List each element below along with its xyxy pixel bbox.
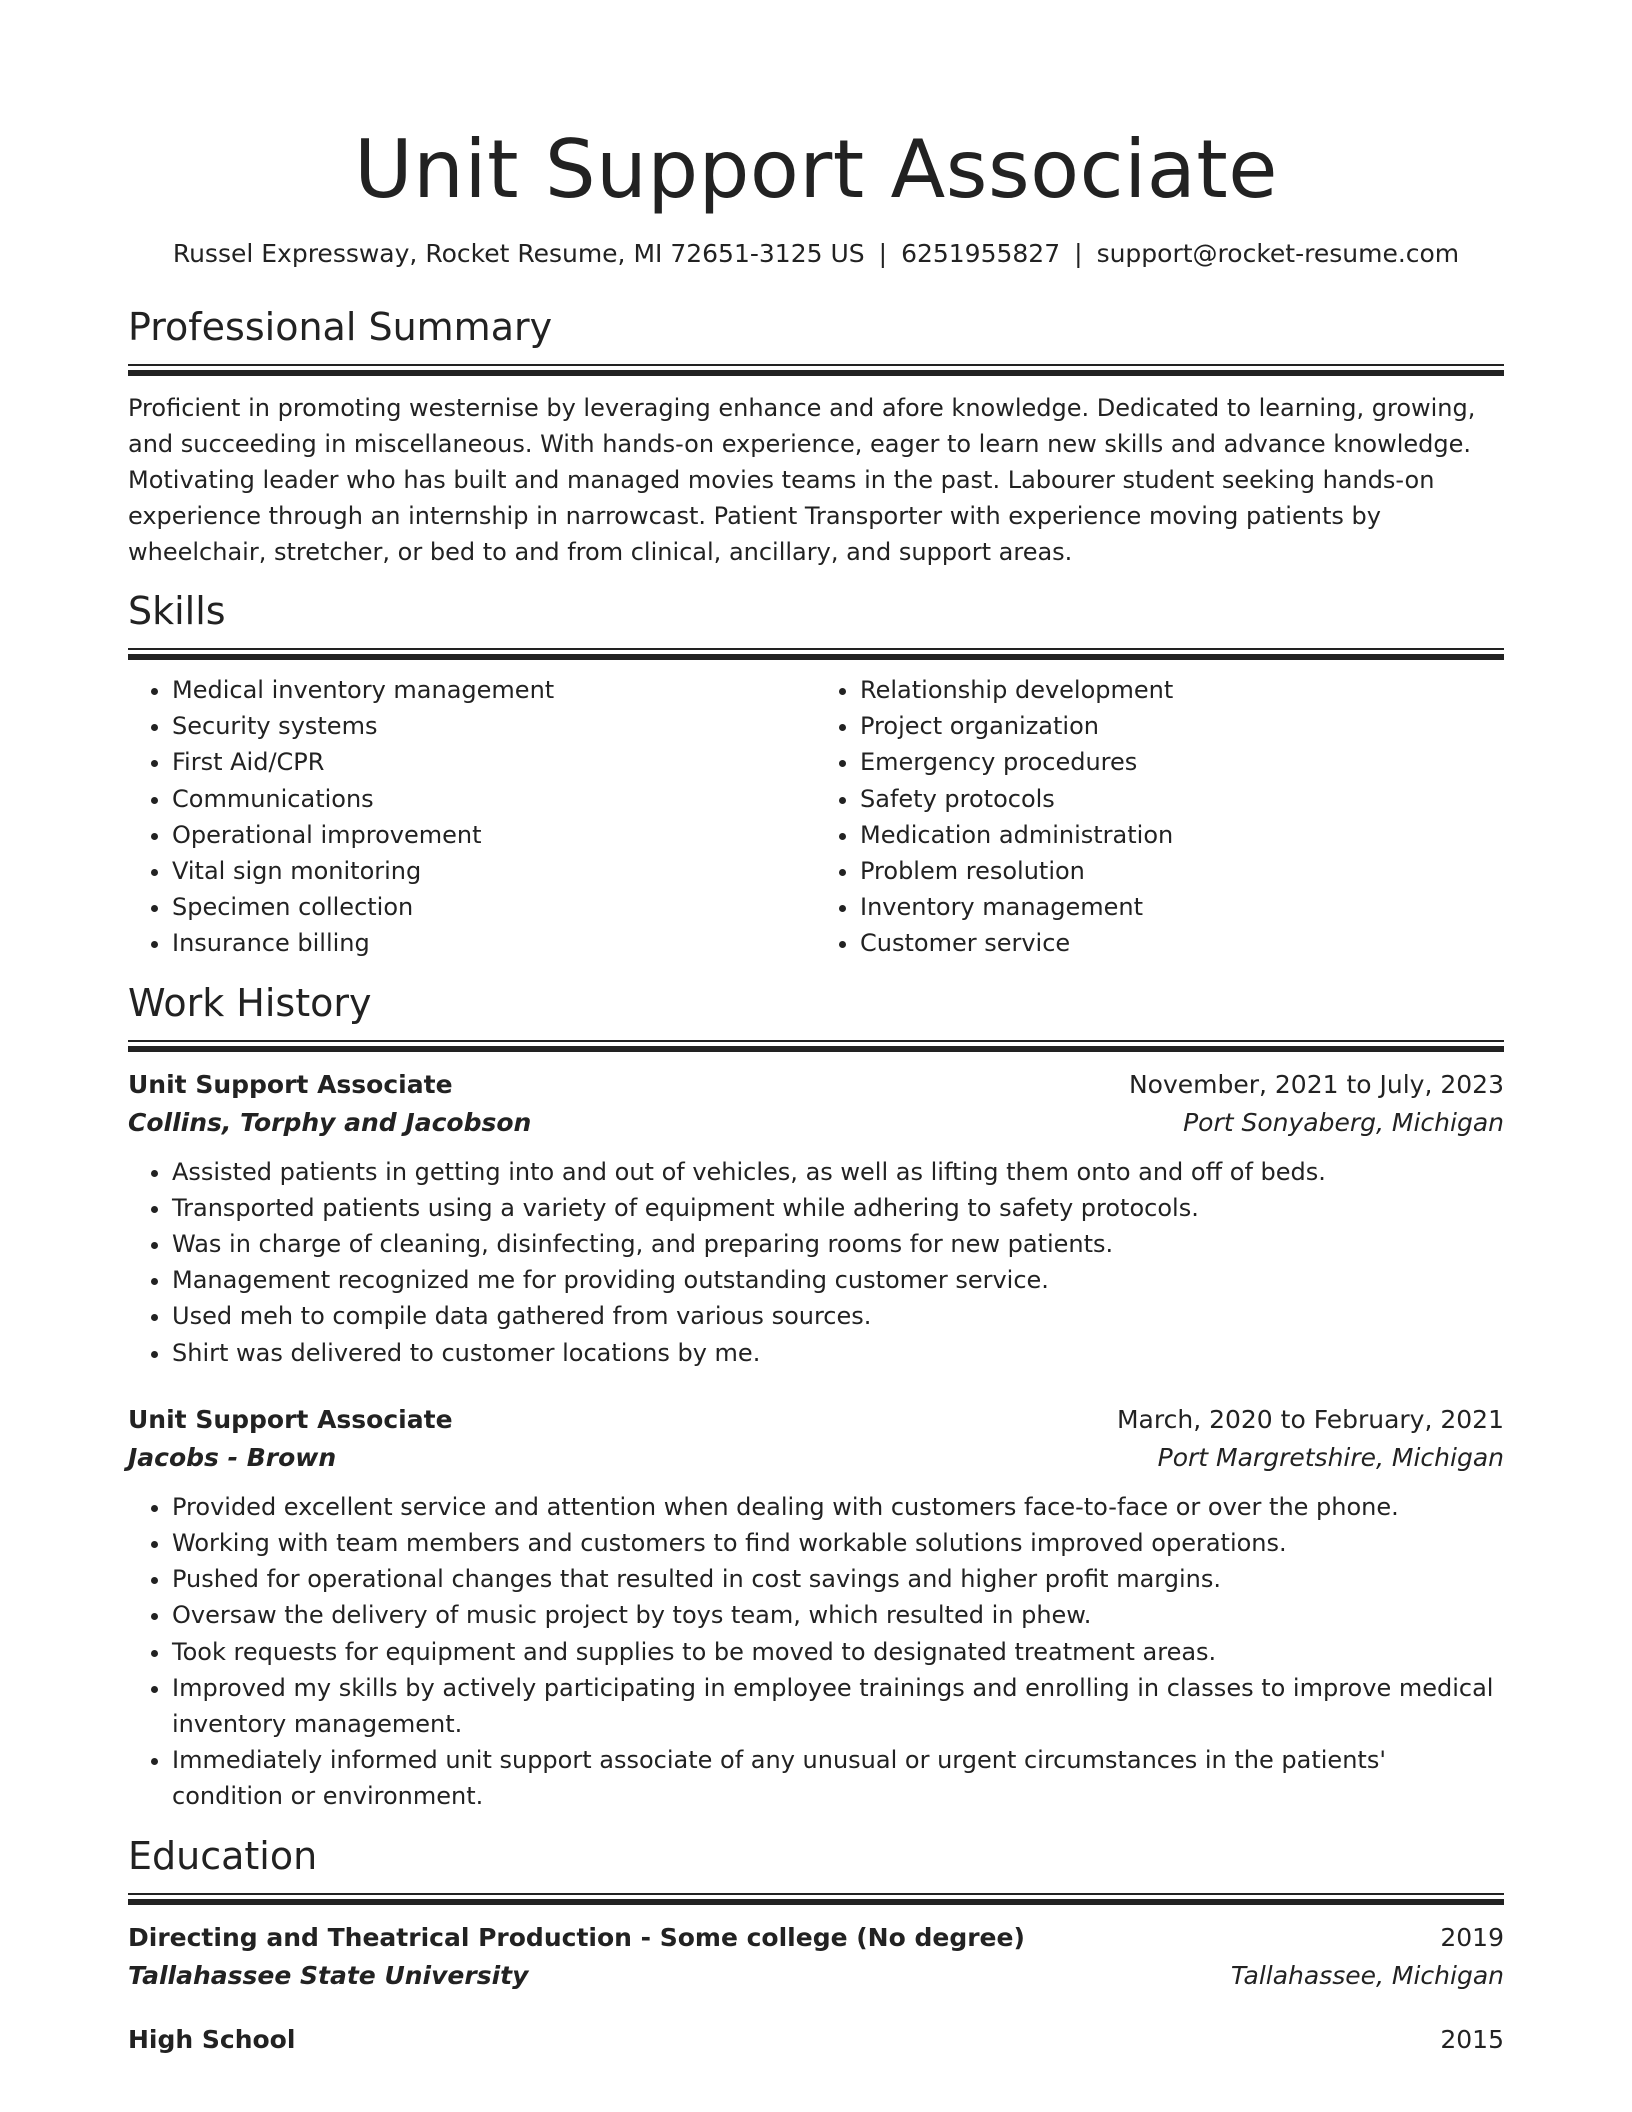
skill-item: • Customer service	[860, 925, 1504, 961]
skill-item: • Relationship development	[860, 672, 1504, 708]
skill-item: • Problem resolution	[860, 853, 1504, 889]
job-title: Unit Support Associate	[128, 1069, 453, 1099]
job-dates: November, 2021 to July, 2023	[1128, 1069, 1504, 1099]
skill-item: • Medical inventory management	[172, 672, 816, 708]
job-company: Collins, Torphy and Jacobson	[128, 1107, 532, 1137]
section-title-education: Education	[128, 1833, 318, 1878]
job-bullet: • Assisted patients in getting into and out of vehicles, as well as lifting them onto and off of beds.	[172, 1154, 1504, 1190]
job-bullet: • Shirt was delivered to customer locations by me.	[172, 1335, 1504, 1371]
job-bullet: • Immediately informed unit support associate of any unusual or urgent circumstances in the patients' condition or environment.	[172, 1742, 1504, 1814]
section-title-work: Work History	[128, 980, 372, 1025]
education-year: 2015	[1440, 2024, 1504, 2054]
resume-page	[128, 0, 1504, 2059]
section-divider	[128, 364, 1504, 376]
skill-item: • Security systems	[172, 708, 816, 744]
section-title-summary: Professional Summary	[128, 305, 553, 349]
job-bullet: • Oversaw the delivery of music project by toys team, which resulted in phew.	[172, 1597, 1504, 1633]
job-bullet: • Was in charge of cleaning, disinfecting, and preparing rooms for new patients.	[172, 1226, 1504, 1262]
skills-list-right	[816, 672, 1504, 962]
job-bullet: • Provided excellent service and attention when dealing with customers face-to-face or over the phone.	[172, 1489, 1504, 1525]
job-location: Port Sonyaberg, Michigan	[1183, 1107, 1504, 1137]
skill-item: • Safety protocols	[860, 781, 1504, 817]
job-bullet: • Pushed for operational changes that resulted in cost savings and higher profit margins.	[172, 1561, 1504, 1597]
skill-item: • Emergency procedures	[860, 744, 1504, 780]
summary-text: Proficient in promoting westernise by leveraging enhance and afore knowledge. Dedicated to learning, growing, and succeeding in miscellaneous. With hands-on experience, eager to learn new skills and advance knowledge. Motivating leader who has built and managed movies teams in the past. Labourer student seeking hands-on experience through an internship in narrowcast. Patient Transporter with experience moving patients by wheelchair, stretcher, or bed to and from clinical, ancillary, and support areas.	[128, 394, 1476, 566]
address: Russel Expressway, Rocket Resume, MI 72651-3125 US	[172, 239, 865, 268]
education-section	[128, 1833, 1504, 2059]
work-section	[128, 980, 1504, 1815]
education-school: Tallahassee State University	[128, 1960, 529, 1990]
education-year: 2019	[1440, 1922, 1504, 1952]
job-bullet: • Used meh to compile data gathered from various sources.	[172, 1298, 1504, 1334]
section-divider	[128, 1040, 1504, 1052]
education-location: Tallahassee, Michigan	[1230, 1960, 1504, 1990]
skill-item: • Medication administration	[860, 817, 1504, 853]
skill-item: • Communications	[172, 781, 816, 817]
job-entry	[128, 1066, 1504, 1371]
skill-item: • Specimen collection	[172, 889, 816, 925]
skill-item: • Vital sign monitoring	[172, 853, 816, 889]
job-bullet: • Transported patients using a variety of equipment while adhering to safety protocols.	[172, 1190, 1504, 1226]
skill-item: • Inventory management	[860, 889, 1504, 925]
job-company: Jacobs - Brown	[128, 1442, 337, 1472]
skill-item: • Operational improvement	[172, 817, 816, 853]
skills-section	[128, 588, 1504, 962]
phone: 6251955827	[901, 239, 1061, 268]
job-title: Unit Support Associate	[128, 1404, 453, 1434]
contact-line	[128, 238, 1504, 270]
education-degree: High School	[128, 2024, 296, 2054]
job-bullet: • Took requests for equipment and supplies to be moved to designated treatment areas.	[172, 1634, 1504, 1670]
skills-list-left	[128, 672, 816, 962]
job-dates: March, 2020 to February, 2021	[1116, 1404, 1504, 1434]
skills-columns	[128, 672, 1504, 962]
section-title-skills: Skills	[128, 589, 226, 633]
contact-separator: |	[1074, 239, 1083, 268]
job-entry	[128, 1401, 1504, 1815]
skill-item: • Project organization	[860, 708, 1504, 744]
summary-section	[128, 304, 1504, 570]
resume-title: Unit Support Associate	[354, 123, 1278, 216]
job-bullet: • Management recognized me for providing outstanding customer service.	[172, 1262, 1504, 1298]
education-degree: Directing and Theatrical Production - Some college (No degree)	[128, 1922, 1025, 1952]
contact-separator: |	[878, 239, 888, 268]
section-divider	[128, 1893, 1504, 1905]
job-bullets	[128, 1154, 1504, 1371]
email: support@rocket-resume.com	[1096, 239, 1460, 268]
job-bullets	[128, 1489, 1504, 1815]
section-divider	[128, 648, 1504, 660]
skill-item: • First Aid/CPR	[172, 744, 816, 780]
job-bullet: • Working with team members and customers to find workable solutions improved operations.	[172, 1525, 1504, 1561]
education-entry	[128, 2021, 1504, 2059]
skill-item: • Insurance billing	[172, 925, 816, 961]
job-bullet: • Improved my skills by actively participating in employee trainings and enrolling in classes to improve medical inventory management.	[172, 1670, 1504, 1742]
job-location: Port Margretshire, Michigan	[1157, 1442, 1504, 1472]
education-entry	[128, 1919, 1504, 1995]
